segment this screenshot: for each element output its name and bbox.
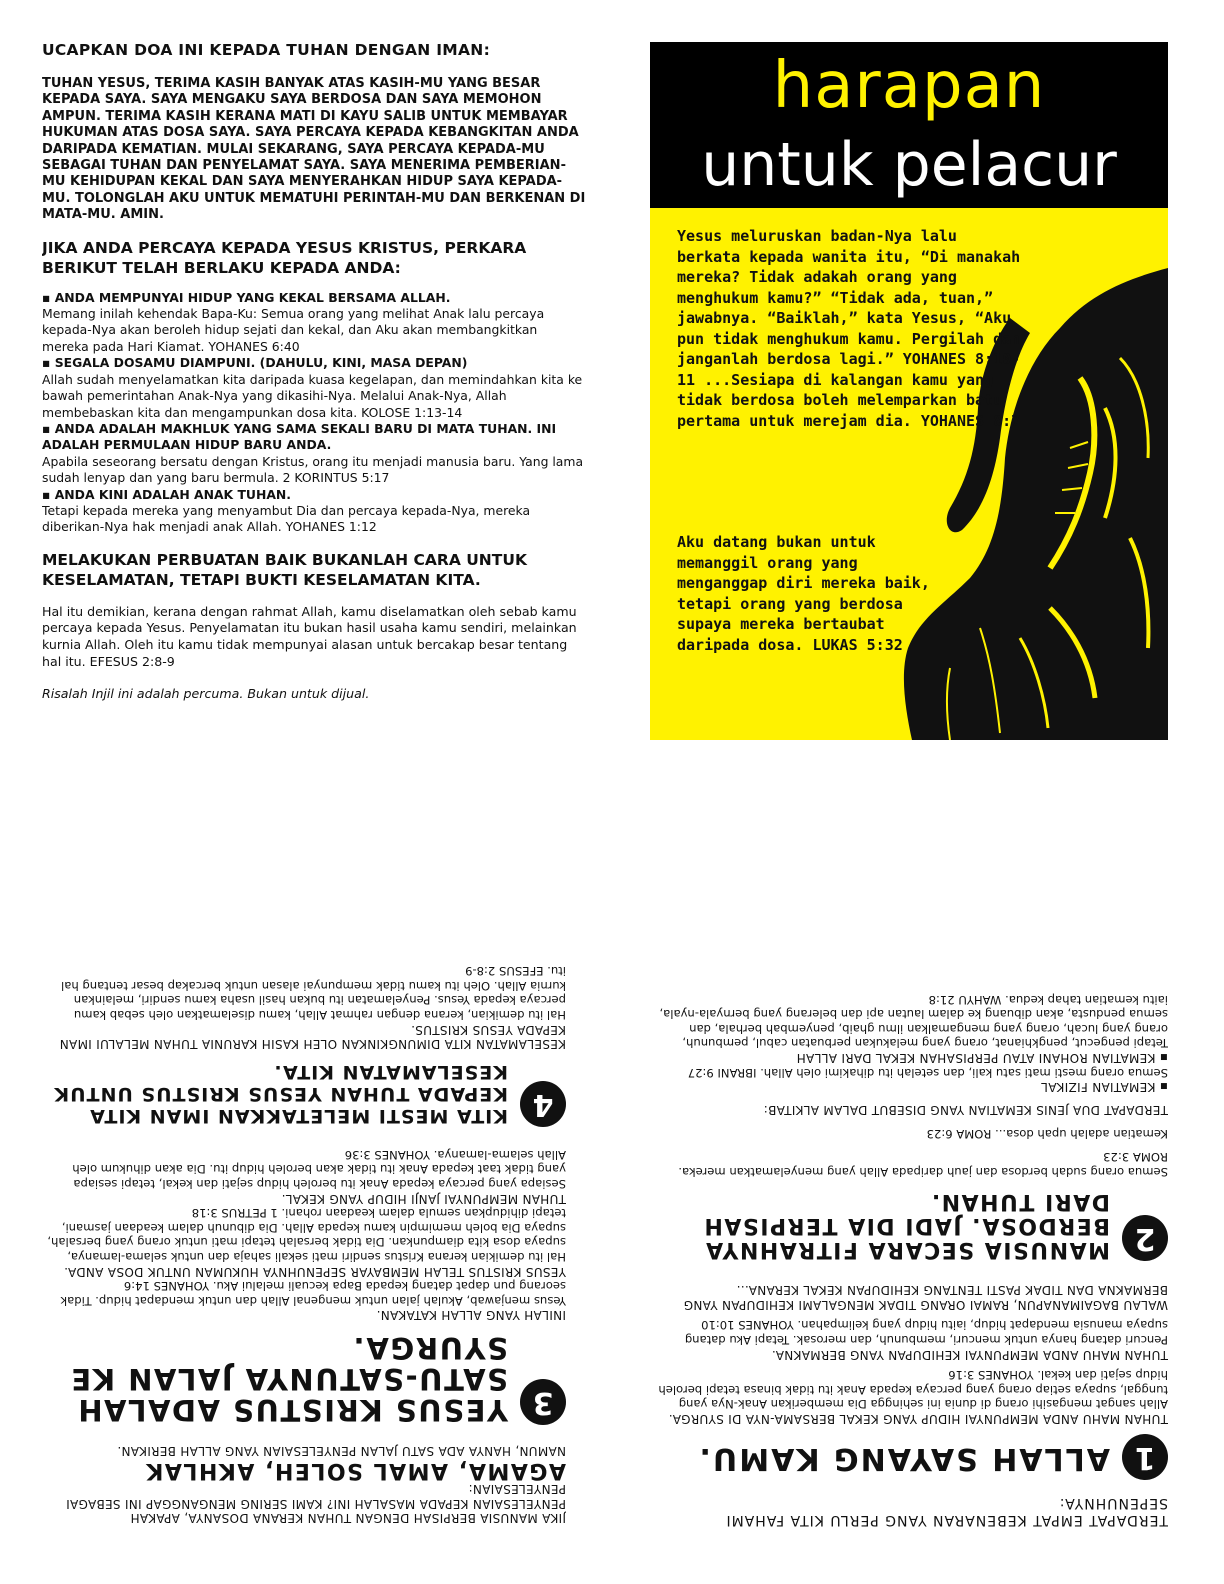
section-4-sub: KESELAMATAN KITA DIMUNGKINKAN OLEH KASIH KARUNIA TUHAN MELALUI IMAN KEPADA YESUS KRISTUS.	[59, 1022, 566, 1052]
cover-title-line2: untuk pelacur	[701, 130, 1117, 200]
works-heading: MELAKUKAN PERBUATAN BAIK BUKANLAH CARA UNTUK KESELAMATAN, TETAPI BUKTI KESELAMATAN KITA.	[42, 550, 527, 589]
death-2-text: Tetapi pengecut, pengkhianat, orang yang melakukan perbuatan cabul, pembunuh, orang yang lucah, orang yang mengamalkan ilmu ghaib, penyembah berhala, dan semua pendusta, akan dibuang ke dalam lautan api dan belerang yang bernyala-nyala, iaitu kematian tahap kedua. WAHYU 21:8	[659, 992, 1168, 1051]
death-2-title: ▪ KEMATIAN ROHANI ATAU PERPISAHAN KEKAL DARI ALLAH	[796, 1051, 1168, 1066]
section-2-verse: Semua orang sudah berdosa dan jauh daripada Allah yang menyelamatkan mereka. ROMA 3:23	[678, 1150, 1168, 1179]
benefit-text: Apabila seseorang bersatu dengan Kristus, orang itu menjadi manusia baru. Yang lama sudah lenyap dan yang baru bermula. 2 KORINTUS 5:17	[42, 453, 584, 486]
free-note: Risalah Injil ini adalah percuma. Bukan untuk dijual.	[42, 686, 370, 702]
works-text: Hal itu demikian, kerana dengan rahmat Allah, kamu diselamatkan oleh sebab kamu percaya kepada Yesus. Penyelamatan itu bukan hasil usaha kamu sendiri, melainkan kurnia Allah. Oleh itu kamu tidak mempunyai alasan untuk bercakap besar tentang hal itu. EFESUS 2:8-9	[42, 603, 577, 669]
cover-quote-1: Yesus meluruskan badan-Nya lalu berkata kepada wanita itu, “Di manakah mereka? Tidak adakah orang yang menghukum kamu?” “Tidak ada, tuan,” jawabnya. “Baiklah,” kata Yesus, “Aku pun tidak menghukum kamu. Pergilah dan janganlah berdosa lagi.” YOHANES 8:10-11 ...Sesiapa di kalangan kamu yang tidak berdosa boleh melemparkan batu pertama untuk merejam dia. YOHANES 8:7	[677, 227, 1021, 430]
section-1-sub3: WALAU BAGAIMANAPUN, RAMAI ORANG TIDAK MENGALAMI KEHIDUPAN YANG BERMAKNA DAN TIDAK PASTI TENTANG KEHIDUPAN KEKAL KERANA...	[683, 1283, 1168, 1312]
benefits-list	[42, 290, 587, 536]
section-1-sub2: TUHAN MAHU ANDA MEMPUNYAI KEHIDUPAN YANG BERMAKNA.	[771, 1347, 1168, 1362]
section-4-heading: KITA MESTI MELETAKKAN IMAN KITA KEPADA TUHAN YESUS KRISTUS UNTUK KESELAMATAN KITA.	[53, 1061, 508, 1128]
section-3-heading: YESUS KRISTUS ADALAH SATU-SATUNYA JALAN KE SYURGA.	[69, 1331, 508, 1428]
section-1-verse2: Pencuri datang hanya untuk mencuri, membunuh, dan merosak. Tetapi Aku datang supaya manusia mendapat hidup, iaitu hidup yang kelimpahan. YOHANES 10:10	[684, 1318, 1168, 1348]
section-4-verse: Hal itu demikian, kerana dengan rahmat Allah, kamu diselamatkan oleh sebab kamu percaya kepada Yesus. Penyelamatan itu bukan hasil usaha kamu sendiri, melainkan kurnia Allah. Oleh itu kamu tidak mempunyai alasan untuk bercakap besar tentang hal itu. EFESUS 2:8-9	[61, 964, 566, 1023]
section-3-verse3: Sesiapa yang percaya kepada Anak itu beroleh hidup sejati dan kekal, tetapi sesiapa yang tidak taat kepada Anak itu tidak akan beroleh hidup itu. Dia akan dihukum oleh Allah selama-lamanya. YOHANES 3:36	[72, 1147, 566, 1192]
truths-panel-1-2	[648, 820, 1168, 1528]
section-1-heading: ALLAH SAYANG KAMU.	[697, 1441, 1110, 1476]
death-1-text: Semua orang mesti mati satu kali, dan setelah itu dihakimi oleh Allah. IBRANI 9:27	[687, 1065, 1168, 1080]
benefit-title: ▪ SEGALA DOSAMU DIAMPUNI. (DAHULU, KINI, MASA DEPAN)	[42, 355, 468, 371]
section-1-verse: Allah sangat mengasihi orang di dunia ini sehingga Dia memberikan Anak-Nya yang tunggal, supaya setiap orang yang percaya kepada Anak itu tidak binasa tetapi beroleh hidup sejati dan kekal. YOHANES 3:16	[658, 1368, 1168, 1412]
truths-panel-3-4	[44, 815, 566, 1525]
section-2-sub: TERDAPAT DUA JENIS KEMATIAN YANG DISEBUT DALAM ALKITAB:	[763, 1102, 1168, 1117]
prayer-panel	[42, 40, 587, 750]
solution-intro-2: NAMUN, HANYA ADA SATU JALAN PENYELESAIAN YANG ALLAH BERIKAN.	[117, 1443, 566, 1458]
truths-intro: TERDAPAT EMPAT KEBENARAN YANG PERLU KITA FAHAMI SEPENUHNYA:	[725, 1495, 1168, 1528]
death-1-title: ▪ KEMATIAN FIZIKAL	[1040, 1080, 1168, 1095]
section-number-badge: 1	[1122, 1434, 1168, 1480]
prayer-text: TUHAN YESUS, TERIMA KASIH BANYAK ATAS KASIH-MU YANG BESAR KEPADA SAYA. SAYA MENGAKU SAYA BERDOSA DAN SAYA MEMOHON AMPUN. TERIMA KASIH KERANA MATI DI KAYU SALIB UNTUK MEMBAYAR HUKUMAN ATAS DOSA SAYA. SAYA PERCAYA KEPADA KEBANGKITAN ANDA DARIPADA KEMATIAN. MULAI SEKARANG, SAYA PERCAYA KEPADA-MU SEBAGAI TUHAN DAN PENYELAMAT SAYA. SAYA MENERIMA PEMBERIAN-MU KEHIDUPAN KEKAL DAN SAYA MENYERAHKAN HIDUP SAYA KEPADA-MU. TOLONGLAH AKU UNTUK MEMATUHI PERINTAH-MU DAN BERKENAN DI MATA-MU. AMIN.	[42, 76, 586, 223]
section-2-heading: MANUSIA SECARA FITRAHNYA BERDOSA. JADI DIA TERPISAH DARI TUHAN.	[702, 1188, 1110, 1262]
section-number-badge: 3	[520, 1379, 566, 1425]
section-2	[648, 992, 1168, 1261]
section-number-badge: 2	[1122, 1215, 1168, 1261]
solution-intro: JIKA MANUSIA BERPISAH DENGAN TUHAN KERANA DOSANYA, APAKAH PENYELESAIAN KEPADA MASALAH INI? KAMI SERING MENGANGGAP INI SEBAGAI PENYELESAIAN:	[65, 1482, 566, 1525]
section-2-verse2: Kematian adalah upah dosa... ROMA 6:23	[926, 1127, 1168, 1142]
section-number-badge: 4	[520, 1081, 566, 1127]
cover-panel	[650, 42, 1168, 740]
benefit-text: Tetapi kepada mereka yang menyambut Dia dan percaya kepada-Nya, mereka diberikan-Nya hak menjadi anak Allah. YOHANES 1:12	[42, 502, 531, 535]
section-1-sub: TUHAN MAHU ANDA MEMPUNYAI HIDUP YANG KEKAL BERSAMA-NYA DI SYURGA.	[668, 1412, 1168, 1426]
benefit-text: Memang inilah kehendak Bapa-Ku: Semua orang yang melihat Anak lalu percaya kepada-Nya akan beroleh hidup sejati dan kekal, dan Aku akan membangkitkan mereka pada Hari Kiamat. YOHANES 6:40	[42, 306, 545, 354]
benefit-title: ▪ ANDA ADALAH MAKHLUK YANG SAMA SEKALI BARU DI MATA TUHAN. INI ADALAH PERMULAAN HIDUP BARU ANDA.	[42, 420, 557, 453]
section-4	[44, 964, 566, 1128]
believe-heading: JIKA ANDA PERCAYA KEPADA YESUS KRISTUS, PERKARA BERIKUT TELAH BERLAKU KEPADA ANDA:	[42, 238, 527, 277]
section-3-verse: Yesus menjawab, Akulah jalan untuk mengenal Allah dan untuk mendapat hidup. Tidak seorang pun dapat datang kepada Bapa kecuali melalui Aku. YOHANES 14:6	[60, 1279, 566, 1308]
benefit-title: ▪ ANDA KINI ADALAH ANAK TUHAN.	[42, 486, 292, 502]
cover-title-line1: harapan	[772, 49, 1046, 123]
section-3-sub2: YESUS KRISTUS TELAH MEMBAYAR SEPENUHNYA HUKUMAN UNTUK DOSA ANDA.	[63, 1264, 566, 1279]
benefit-title: ▪ ANDA MEMPUNYAI HIDUP YANG KEKAL BERSAMA ALLAH.	[42, 289, 451, 305]
section-3-sub: INILAH YANG ALLAH KATAKAN.	[376, 1308, 566, 1323]
prayer-heading: UCAPKAN DOA INI KEPADA TUHAN DENGAN IMAN:	[42, 41, 491, 59]
solution-options: AGAMA, AMAL SOLEH, AKHLAK	[144, 1457, 566, 1483]
cover-yellow-area	[650, 208, 1168, 740]
cover-quote-2: Aku datang bukan untuk memanggil orang yang menganggap diri mereka baik, tetapi orang yang berdosa supaya mereka bertaubat daripada dosa. LUKAS 5:32	[677, 533, 930, 654]
section-3	[44, 1147, 566, 1428]
benefit-text: Allah sudah menyelamatkan kita daripada kuasa kegelapan, dan memindahkan kita ke bawah pemerintahan Anak-Nya yang dikasihi-Nya. Melalui Anak-Nya, Allah membebaskan kita dan mengampunkan dosa kita. KOLOSE 1:13-14	[42, 371, 583, 420]
section-3-sub3: TUHAN MEMPUNYAI JANJI HIDUP YANG KEKAL.	[281, 1191, 566, 1206]
section-3-verse2: Hal itu demikian kerana Kristus sendiri mati sekali sahaja dan untuk selama-lamanya, supaya dosa kita diampunkan. Dia tidak bersalah tetapi mati untuk orang yang bersalah, supaya Dia boleh memimpin kamu kepada Allah. Dia dibunuh dalam keadaan jasmani, tetapi dihidupkan semula dalam keadaan rohani. 1 PETRUS 3:18	[47, 1206, 566, 1264]
section-1	[648, 1283, 1168, 1480]
